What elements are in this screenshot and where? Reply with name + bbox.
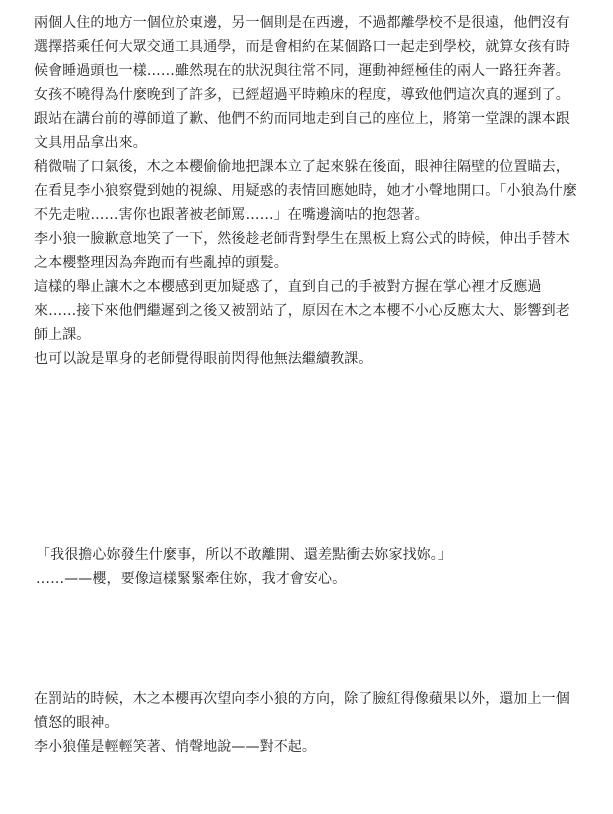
main-text-block — [34, 11, 580, 371]
paragraph: 這樣的舉止讓木之本櫻感到更加疑惑了，直到自己的手被對方握在掌心裡才反應過來……接下來他們繼遲到之後又被罰站了，原因在木之本櫻不小心反應太大、影響到老師上課。 — [34, 279, 570, 343]
paragraph: 也可以說是單身的老師覺得眼前閃得他無法繼續教課。 — [34, 351, 373, 367]
dialogue-block — [36, 543, 582, 591]
paragraph: 兩個人住的地方一個位於東邊，另一個則是在西邊，不過都離學校不是很遠，他們沒有選擇搭乘任何大眾交通工具通學，而是會相約在某個路口一起走到學校，就算女孩有時候會睡過頭也一樣……雖然現在的狀況與往常不同，運動神經極佳的兩人一路狂奔著。 — [34, 15, 570, 79]
paragraph: 女孩不曉得為什麼晚到了許多，已經超過平時賴床的程度，導致他們這次真的遲到了。 — [34, 87, 570, 103]
paragraph: 跟站在講台前的導師道了歉、他們不約而同地走到自己的座位上，將第一堂課的課本跟文具用品拿出來。 — [34, 111, 570, 151]
paragraph: 李小狼僅是輕輕笑著、悄聲地說——對不起。 — [34, 739, 316, 755]
paragraph: 稍微喘了口氣後，木之本櫻偷偷地把課本立了起來躲在後面，眼神往隔壁的位置瞄去，在看見李小狼察覺到她的視線、用疑惑的表情回應她時，她才小聲地開口。「小狼為什麼不先走啦……害你也跟著被老師罵……」在嘴邊滴咕的抱怨著。 — [34, 159, 577, 223]
dialogue-line: ……——櫻，要像這樣緊緊牽住妳，我才會安心。 — [36, 571, 347, 587]
dialogue-line: 「我很擔心妳發生什麼事，所以不敢離開、還差點衝去妳家找妳。」 — [36, 547, 452, 563]
paragraph: 在罰站的時候，木之本櫻再次望向李小狼的方向，除了臉紅得像蘋果以外，還加上一個憤怒的眼神。 — [34, 691, 570, 731]
paragraph: 李小狼一臉歉意地笑了一下，然後趁老師背對學生在黑板上寫公式的時候，伸出手替木之本櫻整理因為奔跑而有些亂掉的頭髮。 — [34, 231, 570, 271]
closing-text-block — [34, 687, 580, 759]
